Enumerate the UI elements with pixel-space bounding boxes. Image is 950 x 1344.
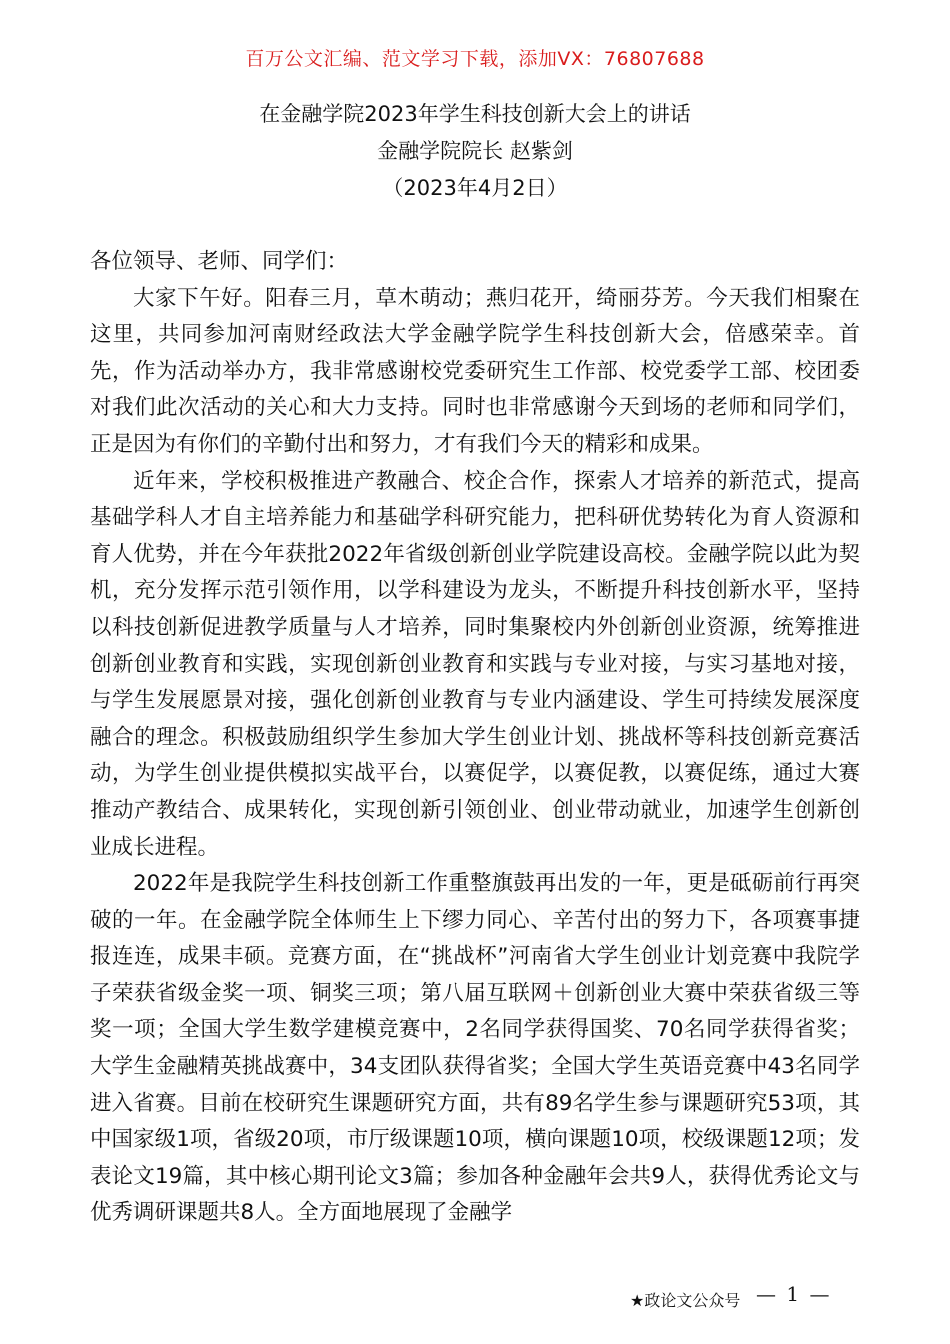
- speech-body: [90, 244, 860, 1232]
- title-block: [0, 96, 950, 207]
- page-number: — 1 —: [756, 1282, 832, 1306]
- page-footer: [620, 1282, 880, 1312]
- header-note: 百万公文汇编、范文学习下载，添加VX：76807688: [245, 48, 705, 70]
- paragraph: 2022年是我院学生科技创新工作重整旗鼓再出发的一年，更是砥砺前行再突破的一年。在金融学院全体师生上下缪力同心、辛苦付出的努力下，各项赛事捷报连连，成果丰硕。竞赛方面，在“挑战杯”河南省大学生创业计划竞赛中我院学子荣获省级金奖一项、铜奖三项；第八届互联网＋创新创业大赛中荣获省级三等奖一项；全国大学生数学建模竞赛中，2名同学获得国奖、70名同学获得省奖；大学生金融精英挑战赛中，34支团队获得省奖；全国大学生英语竞赛中43名同学进入省赛。目前在校研究生课题研究方面，共有89名学生参与课题研究53项，其中国家级1项，省级20项，市厅级课题10项，横向课题10项，校级课题12项；发表论文19篇，其中核心期刊论文3篇；参加各种金融年会共9人，获得优秀论文与优秀调研课题共8人。全方面地展现了金融学: [90, 871, 860, 1226]
- paragraph: 近年来，学校积极推进产教融合、校企合作，探索人才培养的新范式，提高基础学科人才自主培养能力和基础学科研究能力，把科研优势转化为育人资源和育人优势，并在今年获批2022年省级创新创业学院建设高校。金融学院以此为契机，充分发挥示范引领作用，以学科建设为龙头，不断提升科技创新水平，坚持以科技创新促进教学质量与人才培养，同时集聚校内外创新创业资源，统筹推进创新创业教育和实践，实现创新创业教育和实践与专业对接，与实习基地对接，与学生发展愿景对接，强化创新创业教育与专业内涵建设、学生可持续发展深度融合的理念。积极鼓励组织学生参加大学生创业计划、挑战杯等科技创新竞赛活动，为学生创业提供模拟实战平台，以赛促学，以赛促教，以赛促练，通过大赛推动产教结合、成果转化，实现创新引领创业、创业带动就业，加速学生创新创业成长进程。: [90, 468, 860, 860]
- salutation: 各位领导、老师、同学们：: [90, 249, 349, 274]
- footer-label: ★政论文公众号: [630, 1291, 741, 1310]
- speech-title: 在金融学院2023年学生科技创新大会上的讲话: [259, 102, 691, 126]
- speech-date: （2023年4月2日）: [382, 176, 568, 200]
- paragraph: 大家下午好。阳春三月，草木萌动；燕归花开，绮丽芬芳。今天我们相聚在这里，共同参加河南财经政法大学金融学院学生科技创新大会，倍感荣幸。首先，作为活动举办方，我非常感谢校党委研究生工作部、校党委学工部、校团委对我们此次活动的关心和大力支持。同时也非常感谢今天到场的老师和同学们，正是因为有你们的辛勤付出和努力，才有我们今天的精彩和成果。: [90, 285, 860, 457]
- speaker-line: 金融学院院长 赵紫剑: [377, 139, 573, 163]
